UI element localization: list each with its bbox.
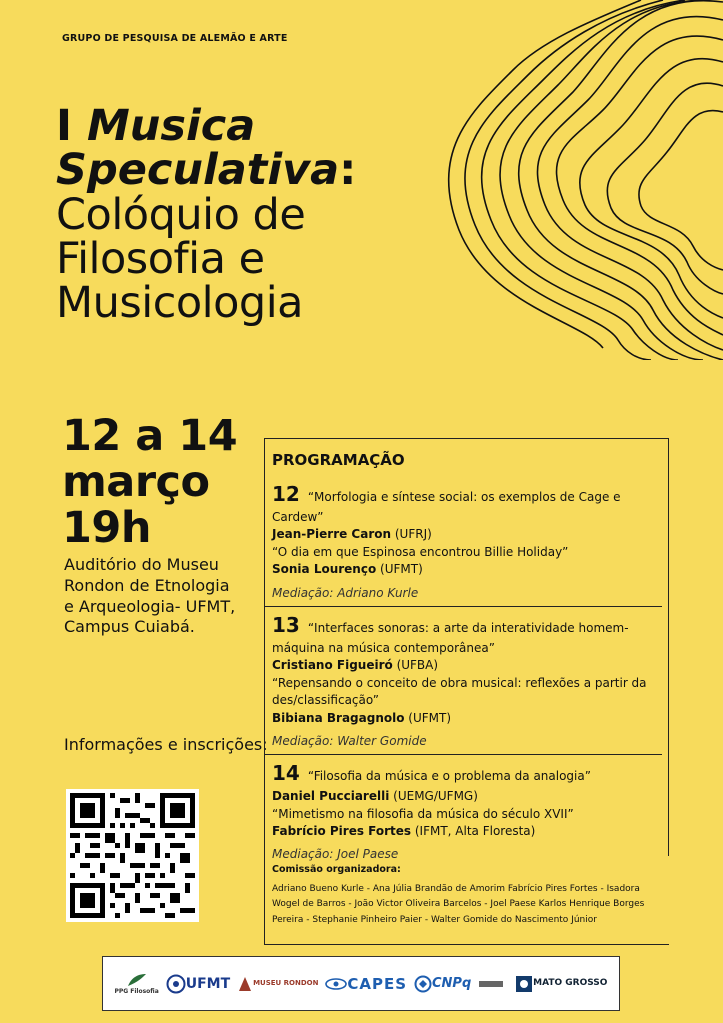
ufmt-label: UFMT xyxy=(185,975,231,992)
cnpq-logo xyxy=(414,975,471,993)
speaker-institution: (UFMT) xyxy=(404,710,452,725)
speaker-institution: (UFBA) xyxy=(392,658,439,673)
ppg-filosofia-label: PPG Filosofia xyxy=(114,988,159,995)
divider-left xyxy=(264,438,265,945)
date-month: março xyxy=(62,457,210,507)
museu-rondon-label: MUSEU RONDON xyxy=(253,978,319,987)
cnpq-emblem-icon xyxy=(414,975,432,993)
mediation: Mediação: Adriano Kurle xyxy=(272,585,419,600)
mediation: Mediação: Joel Paese xyxy=(272,847,399,862)
speaker-name: Bibiana Bragagnolo xyxy=(272,710,405,725)
programme-heading: PROGRAMAÇÃO xyxy=(272,451,405,469)
sponsor-logos-bar xyxy=(102,956,620,1011)
title-italic-1: Musica xyxy=(86,101,256,151)
day-separator xyxy=(264,606,662,607)
divider-right xyxy=(668,438,669,856)
mediation: Mediação: Walter Gomide xyxy=(272,733,427,748)
speaker-institution: (UEMG/UFMG) xyxy=(389,789,478,804)
talk-title: “Interfaces sonoras: a arte da interatividade homem-máquina na música contemporânea” xyxy=(272,620,629,655)
wave-lines-decoration xyxy=(423,0,723,360)
capes-label: CAPES xyxy=(347,974,408,993)
speaker-name: Cristiano Figueiró xyxy=(272,658,393,673)
day-13 xyxy=(272,611,662,750)
committee-heading: Comissão organizadora: xyxy=(272,864,401,875)
speaker-institution: (UFRJ) xyxy=(391,527,432,542)
title-line-4: Filosofia e xyxy=(56,233,265,284)
title-roman: I xyxy=(56,101,72,151)
day-number: 13 xyxy=(272,612,300,637)
museu-rondon-logo xyxy=(237,975,318,993)
capes-logo xyxy=(325,975,407,993)
title-line-3: Colóquio de xyxy=(56,189,306,240)
speaker-institution: (IFMT, Alta Floresta) xyxy=(411,824,536,839)
talk-title: “Morfologia e síntese social: os exemplos de Cage e Cardew” xyxy=(272,490,621,524)
speaker-institution: (UFMT) xyxy=(376,562,423,577)
talk-title: “Filosofia da música e o problema da analogia” xyxy=(307,769,591,784)
date-time: 19h xyxy=(62,503,151,553)
feather-icon xyxy=(126,972,148,988)
day-12 xyxy=(272,480,662,602)
day-number: 14 xyxy=(272,761,300,786)
talk-title: “O dia em que Espinosa encontrou Billie Holiday” xyxy=(272,544,569,559)
ppg-filosofia-logo xyxy=(114,972,158,995)
speaker-name: Jean-Pierre Caron xyxy=(272,527,392,542)
speaker-name: Sonia Lourenço xyxy=(272,562,377,577)
title-italic-2: Speculativa xyxy=(56,145,340,196)
committee-members: Adriano Bueno Kurle - Ana Júlia Brandão de Amorim Fabrício Pires Fortes - Isadora Wogel de Barros - João Victor Oliveira Barcelos - Joel Paese Karlos Henrique Borges Pereira - Stephanie Pinheiro Paier - Walter Gomide do Nascimento Júnior xyxy=(272,884,645,925)
title-colon: : xyxy=(339,145,357,196)
venue-text: Auditório do Museu Rondon de Etnologia e Arqueologia- UFMT, Campus Cuiabá. xyxy=(64,555,236,637)
fapemat-logo xyxy=(478,977,508,991)
mato-grosso-label: MATO GROSSO xyxy=(533,978,608,988)
date-days: 12 a 14 xyxy=(62,411,238,461)
state-emblem-icon xyxy=(515,975,533,993)
museum-emblem-icon xyxy=(237,975,253,993)
talk-title: “Repensando o conceito de obra musical: reflexões a partir da des/classificação” xyxy=(272,675,647,708)
programme xyxy=(272,451,662,868)
ufmt-emblem-icon xyxy=(166,974,186,994)
day-number: 12 xyxy=(272,482,300,506)
divider-bottom xyxy=(264,944,669,945)
talk-title: “Mimetismo na filosofia da música do século XVII” xyxy=(272,806,574,821)
qr-code[interactable] xyxy=(66,789,199,922)
divider-top xyxy=(264,438,669,439)
event-date xyxy=(62,413,237,551)
title-line-5: Musicologia xyxy=(56,278,303,329)
qr-code-image xyxy=(70,793,195,918)
cnpq-label: CNPq xyxy=(432,976,472,991)
info-label: Informações e inscrições: xyxy=(64,735,268,754)
governo-mato-grosso-logo xyxy=(515,975,607,993)
fapemat-emblem-icon xyxy=(478,977,504,991)
speaker-name: Fabrício Pires Fortes xyxy=(272,824,412,839)
eye-icon xyxy=(325,977,347,991)
research-group-label: GRUPO DE PESQUISA DE ALEMÃO E ARTE xyxy=(62,33,288,44)
event-title xyxy=(56,101,357,329)
organizing-committee xyxy=(272,862,652,928)
day-14 xyxy=(272,759,662,864)
ufmt-logo xyxy=(166,974,230,994)
day-separator xyxy=(264,754,662,755)
speaker-name: Daniel Pucciarelli xyxy=(272,789,390,804)
